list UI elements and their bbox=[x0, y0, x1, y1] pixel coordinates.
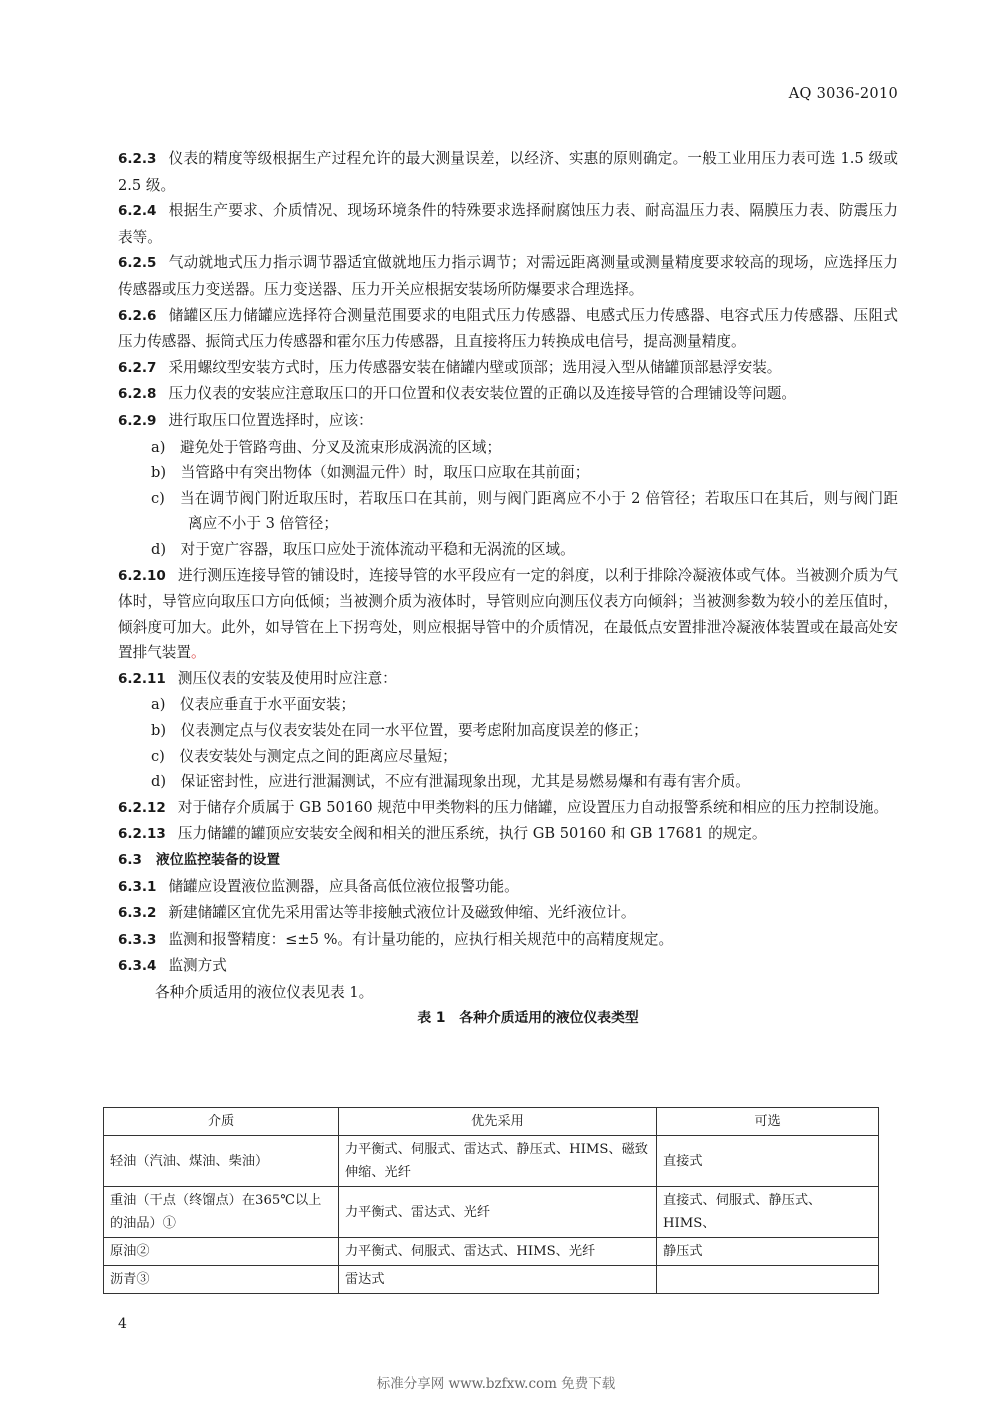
clause-6-2-6 bbox=[118, 303, 898, 355]
clause-number: 6.3.2 bbox=[118, 905, 157, 922]
clause-text: 测压仪表的安装及使用时应注意： bbox=[177, 669, 397, 687]
clause-number: 6.3.1 bbox=[118, 878, 157, 895]
list-label: a) bbox=[151, 438, 166, 456]
clause-6-2-4 bbox=[118, 198, 898, 250]
footer-watermark: 标准分享网 www.bzfxw.com 免费下载 bbox=[376, 1376, 616, 1392]
clause-6-2-13 bbox=[118, 821, 898, 848]
clause-text: 进行取压口位置选择时，应该： bbox=[168, 411, 373, 429]
clause-text: 储罐应设置液位监测器，应具备高低位液位报警功能。 bbox=[168, 877, 519, 895]
table-cell bbox=[657, 1266, 879, 1294]
clause-text: 储罐区压力储罐应选择符合测量范围要求的电阻式压力传感器、电感式压力传感器、电容式压力传感器、压阻式压力传感器、振筒式压力传感器和霍尔压力传感器，且直接将压力转换成电信号，提高测量精度。 bbox=[118, 306, 898, 351]
table-cell: 静压式 bbox=[657, 1238, 879, 1266]
clause-number: 6.2.5 bbox=[118, 255, 157, 272]
list-text: 仪表安装处与测定点之间的距离应尽量短； bbox=[179, 747, 457, 765]
table-row bbox=[104, 1136, 879, 1187]
clause-number: 6.2.13 bbox=[118, 826, 166, 843]
clause-6-2-12 bbox=[118, 795, 898, 822]
clause-text: 根据生产要求、介质情况、现场环境条件的特殊要求选择耐腐蚀压力表、耐高温压力表、隔膜压力表、防震压力表等。 bbox=[118, 202, 898, 246]
header-optional: 可选 bbox=[657, 1108, 879, 1136]
clause-number: 6.3.3 bbox=[118, 931, 157, 948]
clause-number: 6.2.7 bbox=[118, 359, 157, 376]
table-cell: 重油（干点（终馏点）在365℃以上的油品）① bbox=[104, 1187, 339, 1238]
clause-text: 压力储罐的罐顶应安装安全阀和相关的泄压系统，执行 GB 50160 和 GB 17681 的规定。 bbox=[177, 825, 767, 843]
clause-6-2-9 bbox=[118, 408, 898, 435]
table-cell: 原油② bbox=[104, 1238, 339, 1266]
list-text: 避免处于管路弯曲、分叉及流束形成涡流的区域； bbox=[180, 438, 502, 456]
list-item bbox=[118, 692, 898, 718]
list-label: b) bbox=[151, 464, 167, 482]
list-text: 对于宽广容器，取压口应处于流体流动平稳和无涡流的区域。 bbox=[180, 540, 575, 558]
clause-text: 监测和报警精度：≤±5 %。有计量功能的，应执行相关规范中的高精度规定。 bbox=[168, 930, 674, 948]
list-text: 仪表测定点与仪表安装处在同一水平位置，要考虑附加高度误差的修正； bbox=[180, 722, 648, 740]
clause-6-2-7 bbox=[118, 355, 898, 382]
clause-number: 6.2.10 bbox=[118, 567, 166, 584]
level-instrument-table bbox=[103, 1107, 879, 1294]
clause-end-mark: 。 bbox=[190, 644, 206, 662]
list-label: a) bbox=[151, 696, 166, 714]
list-label: c) bbox=[151, 489, 165, 507]
clause-number: 6.2.8 bbox=[118, 386, 157, 403]
clause-text: 新建储罐区宜优先采用雷达等非接触式液位计及磁致伸缩、光纤液位计。 bbox=[168, 904, 636, 922]
clause-text: 监测方式 bbox=[168, 957, 227, 975]
list-item bbox=[118, 435, 898, 461]
clause-6-3-2 bbox=[118, 900, 898, 927]
clause-6-3-3 bbox=[118, 927, 898, 954]
table-cell: 雷达式 bbox=[339, 1266, 657, 1294]
clause-number: 6.2.11 bbox=[118, 670, 166, 687]
clause-6-3-4 bbox=[118, 953, 898, 980]
table-caption: 表 1 各种介质适用的液位仪表类型 bbox=[417, 1009, 639, 1026]
table-cell: 沥青③ bbox=[104, 1266, 339, 1294]
clause-text: 对于储存介质属于 GB 50160 规范中甲类物料的压力储罐，应设置压力自动报警系统和相应的压力控制设施。 bbox=[177, 798, 889, 816]
list-text: 保证密封性，应进行泄漏测试，不应有泄漏现象出现，尤其是易燃易爆和有毒有害介质。 bbox=[180, 773, 750, 791]
standard-code: AQ 3036-2010 bbox=[788, 86, 898, 102]
clause-number: 6.2.9 bbox=[118, 412, 157, 429]
table-cell: 力平衡式、伺服式、雷达式、HIMS、光纤 bbox=[339, 1238, 657, 1266]
list-text: 当在调节阀门附近取压时，若取压口在其前，则与阀门距离应不小于 2 倍管径；若取压口在其后，则与阀门距离应不小于 3 倍管径； bbox=[180, 489, 898, 533]
table-cell: 力平衡式、雷达式、光纤 bbox=[339, 1187, 657, 1238]
section-title: 液位监控装备的设置 bbox=[155, 852, 281, 869]
table-row bbox=[104, 1266, 879, 1294]
table-cell: 直接式 bbox=[657, 1136, 879, 1187]
table-row bbox=[104, 1238, 879, 1266]
list-item bbox=[118, 486, 898, 537]
clause-number: 6.2.12 bbox=[118, 799, 166, 816]
header-medium: 介质 bbox=[104, 1108, 339, 1136]
table-cell: 力平衡式、伺服式、雷达式、静压式、HIMS、磁致伸缩、光纤 bbox=[339, 1136, 657, 1187]
list-text: 当管路中有突出物体（如测温元件）时，取压口应取在其前面； bbox=[180, 464, 590, 482]
list-item bbox=[118, 537, 898, 563]
list-label: c) bbox=[151, 747, 165, 765]
section-number: 6.3 bbox=[118, 852, 142, 869]
table-intro: 各种介质适用的液位仪表见表 1。 bbox=[155, 984, 374, 1001]
list-label: d) bbox=[151, 540, 167, 558]
table-cell: 轻油（汽油、煤油、柴油） bbox=[104, 1136, 339, 1187]
clause-6-2-10 bbox=[118, 563, 898, 666]
list-item bbox=[118, 460, 898, 486]
list-label: d) bbox=[151, 773, 167, 791]
clause-6-2-3 bbox=[118, 146, 898, 198]
table-row bbox=[104, 1187, 879, 1238]
clause-text: 进行测压连接导管的铺设时，连接导管的水平段应有一定的斜度，以利于排除冷凝液体或气体。当被测介质为气体时，导管应向取压口方向低倾；当被测介质为液体时，导管则应向测压仪表方向倾斜；当被测参数为较小的差压值时，倾斜度可加大。此外，如导管在上下拐弯处，则应根据导管中的介质情况，在最低点安置排泄冷凝液体装置或在最高处安置排气装置 bbox=[118, 566, 898, 662]
list-text: 仪表应垂直于水平面安装； bbox=[180, 696, 356, 714]
clause-6-2-5 bbox=[118, 250, 898, 302]
clause-text: 采用螺纹型安装方式时，压力传感器安装在储罐内壁或顶部；选用浸入型从储罐顶部悬浮安装。 bbox=[168, 358, 782, 376]
table-cell: 直接式、伺服式、静压式、HIMS、 bbox=[657, 1187, 879, 1238]
list-item bbox=[118, 744, 898, 770]
clause-number: 6.3.4 bbox=[118, 958, 157, 975]
list-item bbox=[118, 718, 898, 744]
table-header-row bbox=[104, 1108, 879, 1136]
header-preferred: 优先采用 bbox=[339, 1108, 657, 1136]
clause-6-3-1 bbox=[118, 874, 898, 901]
clause-6-2-8 bbox=[118, 381, 898, 408]
list-item bbox=[118, 769, 898, 795]
section-heading-6-3 bbox=[118, 848, 898, 874]
page-number: 4 bbox=[118, 1316, 127, 1332]
clause-text: 仪表的精度等级根据生产过程允许的最大测量误差，以经济、实惠的原则确定。一般工业用压力表可选 1.5 级或 2.5 级。 bbox=[118, 150, 898, 194]
clause-text: 气动就地式压力指示调节器适宜做就地压力指示调节；对需远距离测量或测量精度要求较高的现场，应选择压力传感器或压力变送器。压力变送器、压力开关应根据安装场所防爆要求合理选择。 bbox=[118, 254, 898, 298]
list-label: b) bbox=[151, 722, 167, 740]
document-body bbox=[118, 146, 898, 1030]
clause-number: 6.2.4 bbox=[118, 203, 157, 220]
clause-number: 6.2.3 bbox=[118, 151, 157, 167]
clause-number: 6.2.6 bbox=[118, 307, 157, 324]
clause-text: 压力仪表的安装应注意取压口的开口位置和仪表安装位置的正确以及连接导管的合理铺设等问题。 bbox=[168, 385, 796, 403]
clause-6-2-11 bbox=[118, 666, 898, 693]
